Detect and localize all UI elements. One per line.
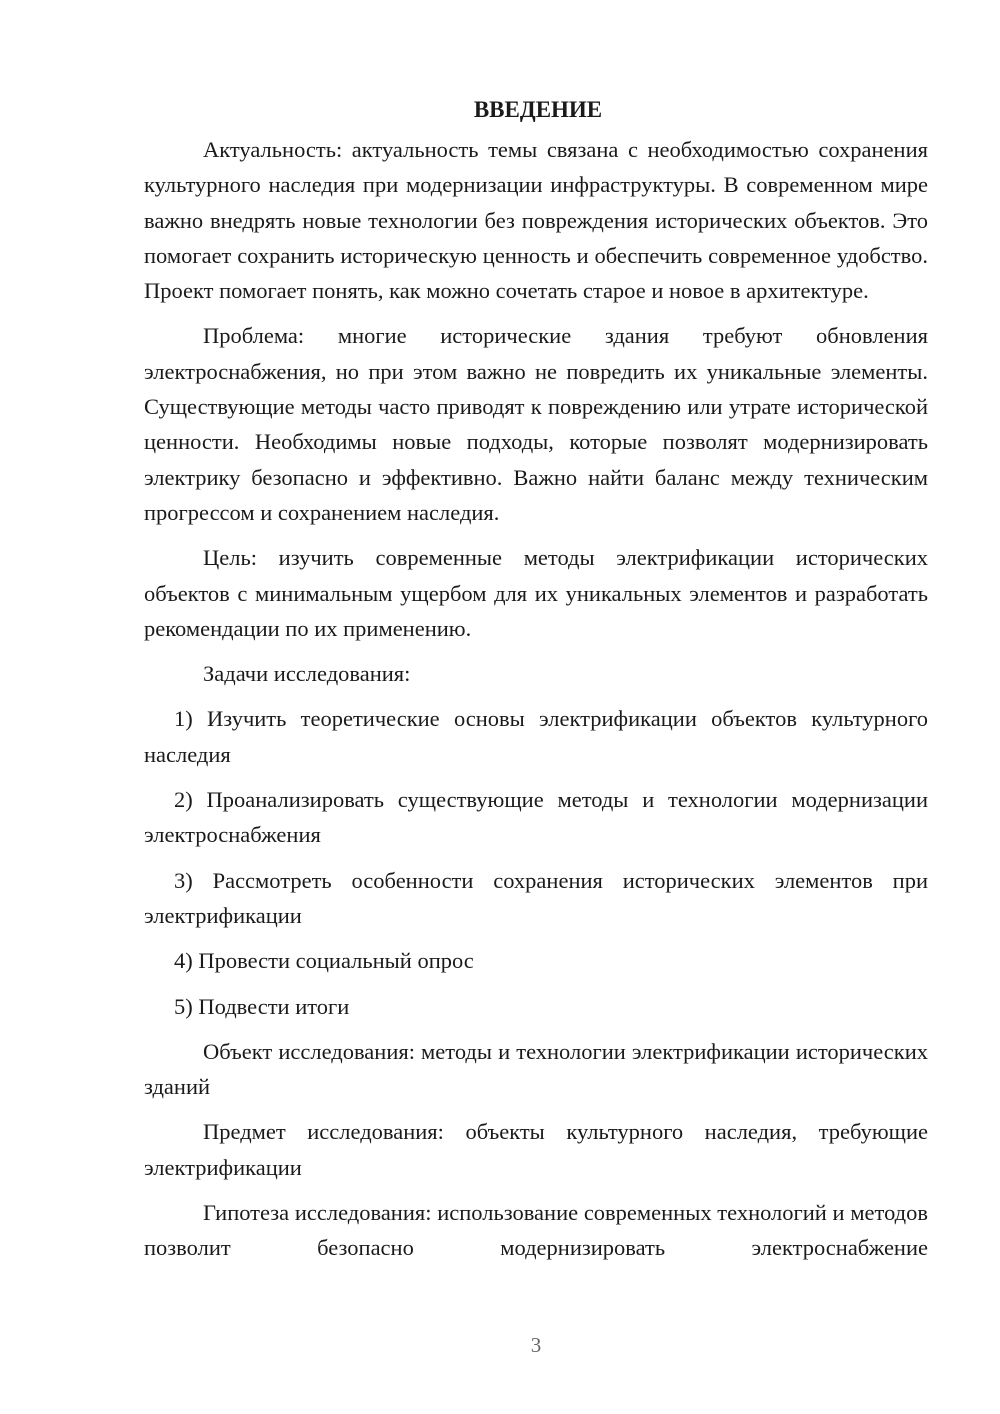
hypothesis-paragraph: Гипотеза исследования: использование современных технологий и методов позволит безопасно модернизировать электроснабжение [144,1200,928,1261]
task-item-1: 1) Изучить теоретические основы электрификации объектов культурного наследия [144,706,928,767]
relevance-paragraph: Актуальность: актуальность темы связана с необходимостью сохранения культурного наследия при модернизации инфраструктуры. В современном мире важно внедрять новые технологии без повреждения исторических объектов. Это помогает сохранить историческую ценность и обеспечить современное удобство. Проект помогает понять, как можно сочетать старое и новое в архитектуре. [144,137,928,304]
page-number: 3 [530,1333,542,1357]
goal-paragraph: Цель: изучить современные методы электрификации исторических объектов с минимальным ущербом для их уникальных элементов и разработать рекомендации по их применению. [144,545,928,641]
object-paragraph: Объект исследования: методы и технологии электрификации исторических зданий [144,1038,928,1100]
document-title: ВВЕДЕНИЕ [473,97,603,122]
tasks-heading: Задачи исследования: [203,661,411,687]
problem-paragraph: Проблема: многие исторические здания требуют обновления электроснабжения, но при этом важно не повредить их уникальные элементы. Существующие методы часто приводят к повреждению или утрате исторической ценности. Необходимы новые подходы, которые позволят модернизировать электрику безопасно и эффективно. Важно найти баланс между техническим прогрессом и сохранением наследия. [144,323,928,525]
task-item-2: 2) Проанализировать существующие методы и технологии модернизации электроснабжения [144,787,928,848]
document-page [144,92,928,1276]
task-item-4: 4) Провести социальный опрос [174,948,474,974]
task-item-5: 5) Подвести итоги [174,993,350,1019]
task-item-3: 3) Рассмотреть особенности сохранения исторических элементов при электрификации [144,867,928,928]
subject-paragraph: Предмет исследования: объекты культурного наследия, требующие электрификации [144,1119,928,1180]
